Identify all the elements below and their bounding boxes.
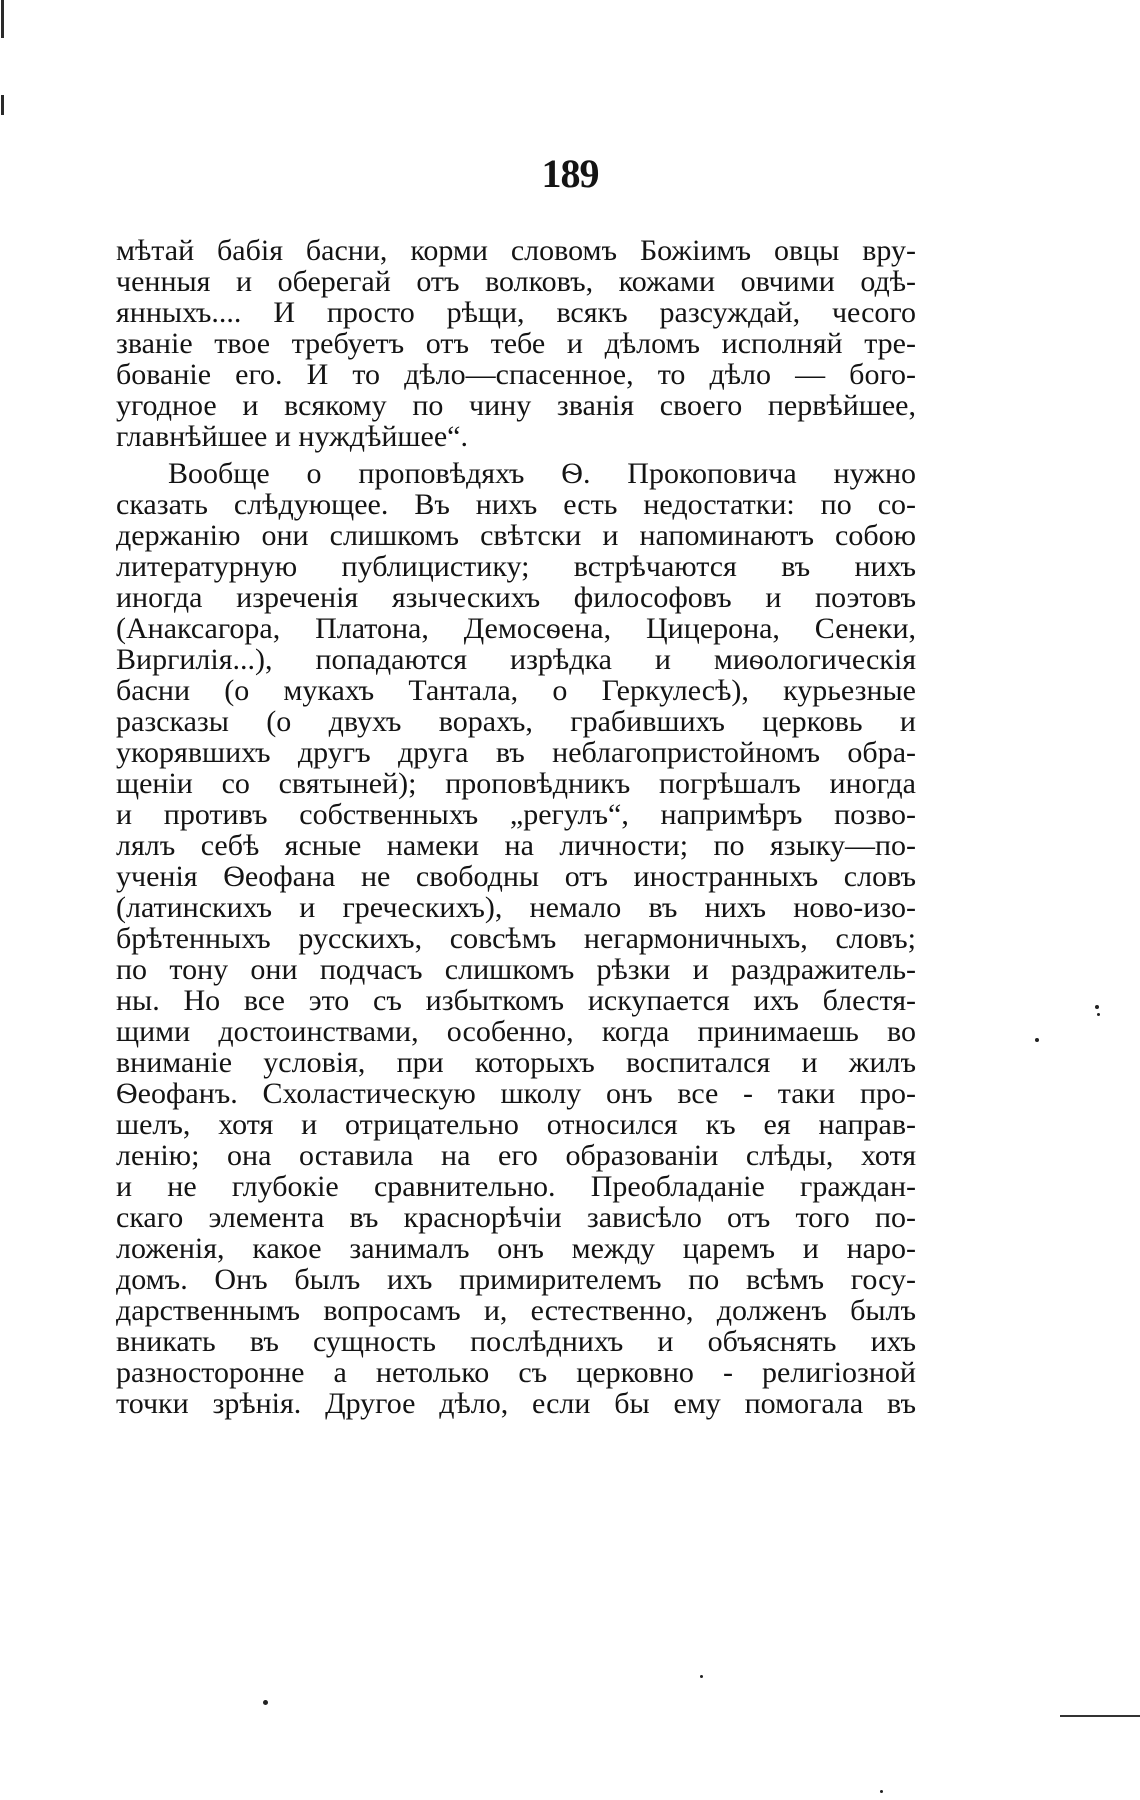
text-line: вниманіе условія, при которыхъ воспитался и жилъ [116, 1046, 916, 1079]
text-line: янныхъ.... И просто рѣщи, всякъ разсуждай, чесого [116, 296, 916, 329]
scan-speck [1035, 1038, 1039, 1042]
text-line: и противъ собственныхъ „регулъ“, напримѣръ позво- [116, 798, 916, 831]
scan-edge-mark [1, 0, 4, 38]
text-line: шелъ, хотя и отрицательно относился къ ея направ- [116, 1108, 916, 1141]
text-line: по тону они подчасъ слишкомъ рѣзки и раздражитель- [116, 953, 916, 986]
text-line: званіе твое требуетъ отъ тебе и дѣломъ исполняй тре- [116, 327, 916, 360]
text-line: ны. Но все это съ избыткомъ искупается ихъ блестя- [116, 984, 916, 1017]
text-line: ченныя и оберегай отъ волковъ, кожами овчими одѣ- [116, 265, 916, 298]
text-line: и не глубокіе сравнительно. Преобладаніе граждан- [116, 1170, 916, 1203]
text-line: разносторонне а нетолько съ церковно - религіозной [116, 1356, 916, 1389]
text-line: (Анаксагора, Платона, Демосѳена, Цицерона, Сенеки, [116, 612, 916, 645]
text-line: ученія Ѳеофана не свободны отъ иностранныхъ словъ [116, 860, 916, 893]
text-line: сказать слѣдующее. Въ нихъ есть недостатки: по со- [116, 488, 916, 521]
text-line: главнѣйшее и нуждѣйшее“. [116, 420, 468, 453]
text-line: укорявшихъ другъ друга въ неблагопристойномъ обра- [116, 736, 916, 769]
text-line: скаго элемента въ краснорѣчіи зависѣло отъ того по- [116, 1201, 916, 1234]
text-line: ленію; она оставила на его образованіи слѣды, хотя [116, 1139, 916, 1172]
text-line: (латинскихъ и греческихъ), немало въ нихъ ново-изо- [116, 891, 916, 924]
text-line: дарственнымъ вопросамъ и, естественно, долженъ былъ [116, 1294, 916, 1327]
text-line: басни (о мукахъ Тантала, о Геркулесѣ), курьезные [116, 674, 916, 707]
page-number: 189 [541, 151, 599, 196]
scan-speck [880, 1790, 883, 1793]
scan-edge-rule [1060, 1715, 1140, 1717]
text-line: Виргилія...), попадаются изрѣдка и миѳологическія [116, 643, 916, 676]
body-text [116, 235, 916, 1419]
scan-speck [1095, 1005, 1099, 1009]
text-line: мѣтай бабія басни, корми словомъ Божіимъ овцы вру- [116, 234, 916, 267]
text-line: брѣтенныхъ русскихъ, совсѣмъ негармоничныхъ, словъ; [116, 922, 916, 955]
text-line: домъ. Онъ былъ ихъ примирителемъ по всѣмъ госу- [116, 1263, 916, 1296]
text-line: вникать въ сущность послѣднихъ и объяснять ихъ [116, 1325, 916, 1358]
scan-speck [700, 1675, 703, 1678]
text-line: иногда изреченія языческихъ философовъ и поэтовъ [116, 581, 916, 614]
text-line: точки зрѣнія. Другое дѣло, если бы ему помогала въ [116, 1387, 916, 1420]
scan-speck [263, 1700, 268, 1705]
text-line: Вообще о проповѣдяхъ Ѳ. Прокоповича нужно [168, 457, 916, 490]
scan-speck [1097, 1013, 1100, 1016]
text-line: держанію они слишкомъ свѣтски и напоминаютъ собою [116, 519, 916, 552]
text-line: щеніи со святыней); проповѣдникъ погрѣшалъ иногда [116, 767, 916, 800]
text-line: бованіе его. И то дѣло—спасенное, то дѣло — бого- [116, 358, 916, 391]
text-line: щими достоинствами, особенно, когда принимаешь во [116, 1015, 916, 1048]
text-line: Ѳеофанъ. Схоластическую школу онъ все - таки про- [116, 1077, 916, 1110]
text-line: угодное и всякому по чину званія своего первѣйшее, [116, 389, 916, 422]
text-line: разсказы (о двухъ ворахъ, грабившихъ церковь и [116, 705, 916, 738]
scan-edge-mark [1, 95, 4, 115]
text-line: лялъ себѣ ясные намеки на личности; по языку—по- [116, 829, 916, 862]
text-line: ложенія, какое занималъ онъ между царемъ и наро- [116, 1232, 916, 1265]
text-line: литературную публицистику; встрѣчаются въ нихъ [116, 550, 916, 583]
